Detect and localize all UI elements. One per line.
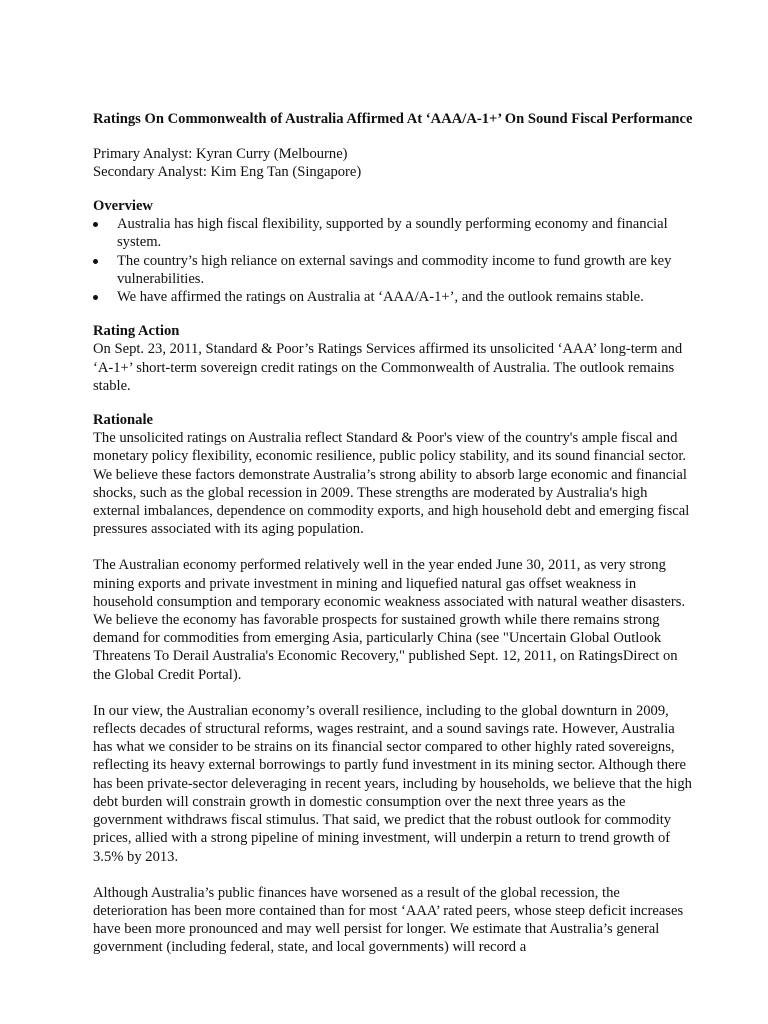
rating-action-text: On Sept. 23, 2011, Standard & Poor’s Ratings Services affirmed its unsolicited ‘AAA’ long-term and ‘A-1+’ short-term sovereign credit ratings on the Commonwealth of Australia. The outlook remains stable.	[93, 341, 683, 394]
overview-bullet-text: The country’s high reliance on external savings and commodity income to fund growth are key vulnerabilities.	[117, 252, 672, 287]
overview-heading: Overview	[93, 198, 153, 214]
rating-action-heading: Rating Action	[93, 323, 180, 340]
rationale-paragraph: The Australian economy performed relatively well in the year ended June 30, 2011, as very strong mining exports and private investment in mining and liquefied natural gas offset weakness in household consumption and temporary economic weakness associated with natural weather disasters. We believe the economy has favorable prospects for sustained growth while there remains strong demand for commodities from emerging Asia, particularly China (see "Uncertain Global Outlook Threatens To Derail Australia's Economic Recovery," published Sept. 12, 2011, on RatingsDirect on the Global Credit Portal).	[93, 557, 686, 683]
document-title: Ratings On Commonwealth of Australia Affirmed At ‘AAA/A-1+’ On Sound Fiscal Performance	[93, 111, 693, 127]
bullet-dot-icon	[93, 295, 98, 300]
rationale-paragraph: The unsolicited ratings on Australia reflect Standard & Poor's view of the country's ample fiscal and monetary policy flexibility, economic resilience, public policy stability, and its sound financial sector. We believe these factors demonstrate Australia’s strong ability to absorb large economic and financial shocks, such as the global recession in 2009. These strengths are moderated by Australia's high external imbalances, dependence on commodity exports, and high household debt and emerging fiscal pressures associated with its aging population.	[93, 430, 690, 538]
rationale-paragraph: Although Australia’s public finances have worsened as a result of the global recession, the deterioration has been more contained than for most ‘AAA’ rated peers, whose steep deficit increases have been more pronounced and may well persist for longer. We estimate that Australia’s general government (including federal, state, and local governments) will record a	[93, 884, 684, 956]
rationale-heading: Rationale	[93, 412, 153, 429]
primary-analyst: Primary Analyst: Kyran Curry (Melbourne)	[93, 145, 348, 162]
overview-bullet	[93, 288, 693, 306]
overview-bullet	[93, 215, 693, 251]
bullet-dot-icon	[93, 222, 98, 227]
analyst-block	[93, 145, 693, 181]
secondary-analyst: Secondary Analyst: Kim Eng Tan (Singapore)	[93, 163, 362, 180]
rationale-paragraph: In our view, the Australian economy’s overall resilience, including to the global downturn in 2009, reflects decades of structural reforms, wages restraint, and a sound savings rate. However, Australia has what we consider to be strains on its financial sector compared to other highly rated sovereigns, reflecting its heavy external borrowings to partly fund investment in its mining sector. Although there has been private-sector deleveraging in recent years, including by households, we believe that the high debt burden will constrain growth in domestic consumption over the next three years as the government withdraws fiscal stimulus. That said, we predict that the robust outlook for commodity prices, allied with a strong pipeline of mining investment, will underpin a return to trend growth of 3.5% by 2013.	[93, 702, 692, 865]
document-page	[93, 110, 693, 957]
overview-bullet-list	[93, 215, 693, 306]
overview-bullet-text: Australia has high fiscal flexibility, supported by a soundly performing economy and financial system.	[117, 216, 668, 251]
overview-bullet-text: We have affirmed the ratings on Australia at ‘AAA/A-1+’, and the outlook remains stable.	[117, 289, 644, 306]
overview-bullet	[93, 252, 693, 288]
bullet-dot-icon	[93, 259, 98, 264]
